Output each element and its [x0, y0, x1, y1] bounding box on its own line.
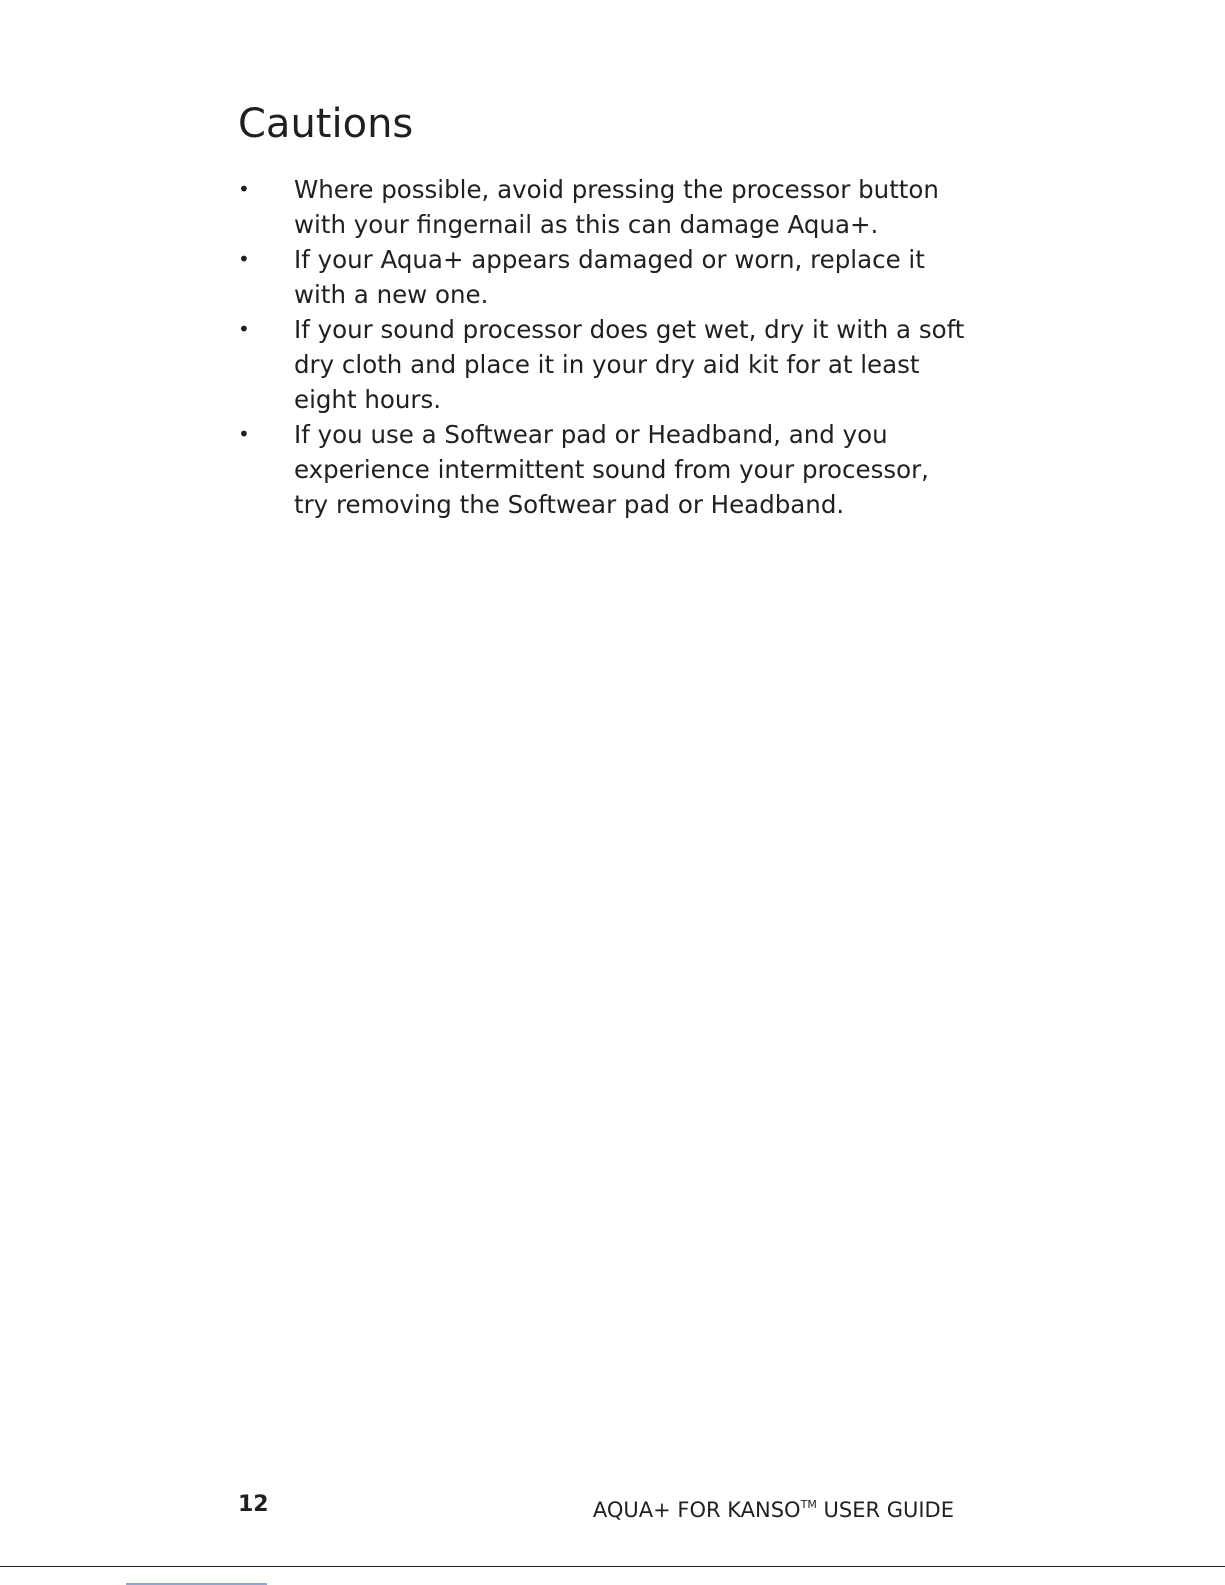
- caution-text: If you use a Softwear pad or Headband, and you experience intermittent sound from your processor, try removing the Softwear pad or Headband.: [294, 420, 929, 519]
- bullet-icon: •: [238, 177, 250, 201]
- guide-title: [593, 1488, 954, 1527]
- guide-title-suffix: USER GUIDE: [816, 1498, 954, 1522]
- list-item: [238, 242, 968, 312]
- page-number: 12: [238, 1492, 269, 1517]
- list-item: [238, 172, 968, 242]
- cautions-list: [238, 172, 968, 522]
- caution-text: If your sound processor does get wet, dry it with a soft dry cloth and place it in your dry aid kit for at least eight hours.: [294, 315, 965, 414]
- guide-title-prefix: AQUA+ FOR KANSO: [592, 1498, 801, 1522]
- page-footer: [238, 1488, 954, 1522]
- list-item: [238, 312, 968, 417]
- bullet-icon: •: [238, 317, 250, 341]
- page-title: Cautions: [238, 101, 414, 147]
- bullet-icon: •: [238, 422, 250, 446]
- page-bottom-divider: [0, 1566, 1225, 1567]
- caution-text: Where possible, avoid pressing the processor button with your fingernail as this can damage Aqua+.: [294, 175, 939, 239]
- caution-text: If your Aqua+ appears damaged or worn, replace it with a new one.: [294, 245, 925, 309]
- list-item: [238, 417, 968, 522]
- bullet-icon: •: [238, 247, 250, 271]
- trademark-symbol: TM: [800, 1498, 817, 1511]
